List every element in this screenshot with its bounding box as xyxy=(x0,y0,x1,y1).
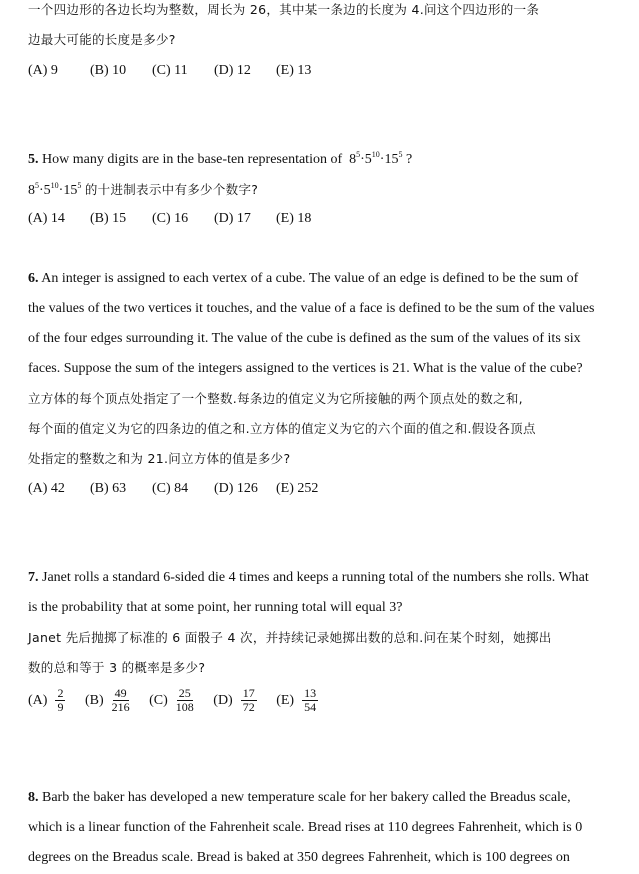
q6-option-d: (D) 126 xyxy=(214,481,258,496)
q7-number: 7. xyxy=(28,570,39,585)
q7-english-text-1: Janet rolls a standard 6-sided die 4 times and keeps a running total of the numbers she rolls. What xyxy=(42,570,589,585)
q5-options xyxy=(28,210,311,228)
q5-option-a: (A) 14 xyxy=(28,211,65,226)
q5-option-e: (E) 18 xyxy=(276,211,312,226)
q6-option-c: (C) 84 xyxy=(152,481,189,496)
q6-english-line-3: of the four edges surrounding it. The value of the cube is defined as the sum of the values of its six xyxy=(28,331,581,346)
q7-options xyxy=(28,687,334,714)
q5-number: 5. xyxy=(28,152,39,167)
q8-english-text-1: Barb the baker has developed a new temperature scale for her bakery called the Breadus scale, xyxy=(42,790,571,805)
q4-options xyxy=(28,62,311,80)
q6-english-line-2: the values of the two vertices it touches, and the value of a face is defined to be the sum of the values xyxy=(28,301,595,316)
q4-option-b: (B) 10 xyxy=(90,63,127,78)
q5-option-c: (C) 16 xyxy=(152,211,189,226)
q4-option-c: (C) 11 xyxy=(152,63,188,78)
q6-chinese-line-2: 每个面的值定义为它的四条边的值之和.立方体的值定义为它的六个面的值之和.假设各顶点 xyxy=(28,421,536,436)
q7-chinese-line-1: Janet 先后抛掷了标准的 6 面骰子 4 次，并持续记录她掷出数的总和.问在某个时刻，她掷出 xyxy=(28,630,552,645)
q7-fraction-c: $\frac{25}{108}$ xyxy=(175,686,194,714)
q7-option-e: (E) $\frac{13}{54}$ xyxy=(276,686,317,714)
q5-expression-zh: $8^5\cdot 5^{10}\cdot 15^5$ xyxy=(28,181,82,198)
q7-fraction-a: $\frac{2}{9}$ xyxy=(57,686,64,714)
q5-option-b: (B) 15 xyxy=(90,211,127,226)
q6-option-a: (A) 42 xyxy=(28,481,65,496)
q4-chinese-line-1: 一个四边形的各边长均为整数，周长为 26，其中某一条边的长度为 4.问这个四边形的一条 xyxy=(28,2,540,17)
q6-option-e: (E) 252 xyxy=(276,481,319,496)
q7-english-line-2: is the probability that at some point, her running total will equal 3? xyxy=(28,600,403,615)
q7-english-line-1 xyxy=(28,569,589,587)
q4-chinese-line-2: 边最大可能的长度是多少? xyxy=(28,32,176,47)
q5-question-mark: ? xyxy=(405,152,413,167)
q7-fraction-e: $\frac{13}{54}$ xyxy=(304,686,317,714)
q6-option-b: (B) 63 xyxy=(90,481,127,496)
q5-english xyxy=(28,151,412,169)
q8-english-line-1 xyxy=(28,789,571,807)
q6-english-line-1 xyxy=(28,270,578,288)
q6-chinese-line-1: 立方体的每个顶点处指定了一个整数.每条边的值定义为它所接触的两个顶点处的数之和, xyxy=(28,391,523,406)
q5-option-d: (D) 17 xyxy=(214,211,251,226)
q6-english-line-4: faces. Suppose the sum of the integers assigned to the vertices is 21. What is the value of the cube? xyxy=(28,361,583,376)
q5-english-text: How many digits are in the base-ten representation of xyxy=(42,152,343,167)
q6-chinese-line-3: 处指定的整数之和为 21.问立方体的值是多少? xyxy=(28,451,291,466)
q5-chinese xyxy=(28,181,258,200)
q5-chinese-text: 的十进制表示中有多少个数字? xyxy=(84,182,259,197)
q8-english-line-3: degrees on the Breadus scale. Bread is baked at 350 degrees Fahrenheit, which is 100 degrees on xyxy=(28,850,570,865)
q7-fraction-b: $\frac{49}{216}$ xyxy=(111,686,130,714)
q5-expression: $8^5\cdot 5^{10}\cdot 15^5$ xyxy=(349,150,403,167)
q7-option-a: (A) $\frac{2}{9}$ xyxy=(28,686,64,714)
q6-english-text-1: An integer is assigned to each vertex of a cube. The value of an edge is defined to be the sum of xyxy=(41,271,579,286)
q7-option-c: (C) $\frac{25}{108}$ xyxy=(149,686,194,714)
q4-option-a: (A) 9 xyxy=(28,63,58,78)
q7-option-b: (B) $\frac{49}{216}$ xyxy=(84,686,130,714)
q4-option-e: (E) 13 xyxy=(276,63,312,78)
q6-options xyxy=(28,480,318,498)
q8-english-line-2: which is a linear function of the Fahrenheit scale. Bread rises at 110 degrees Fahrenheit, which is 0 xyxy=(28,820,583,835)
q8-number: 8. xyxy=(28,790,39,805)
q6-number: 6. xyxy=(28,271,39,286)
q7-fraction-d: $\frac{17}{72}$ xyxy=(242,686,255,714)
q7-option-d: (D) $\frac{17}{72}$ xyxy=(213,686,255,714)
q7-chinese-line-2: 数的总和等于 3 的概率是多少? xyxy=(28,660,206,675)
q4-option-d: (D) 12 xyxy=(214,63,251,78)
